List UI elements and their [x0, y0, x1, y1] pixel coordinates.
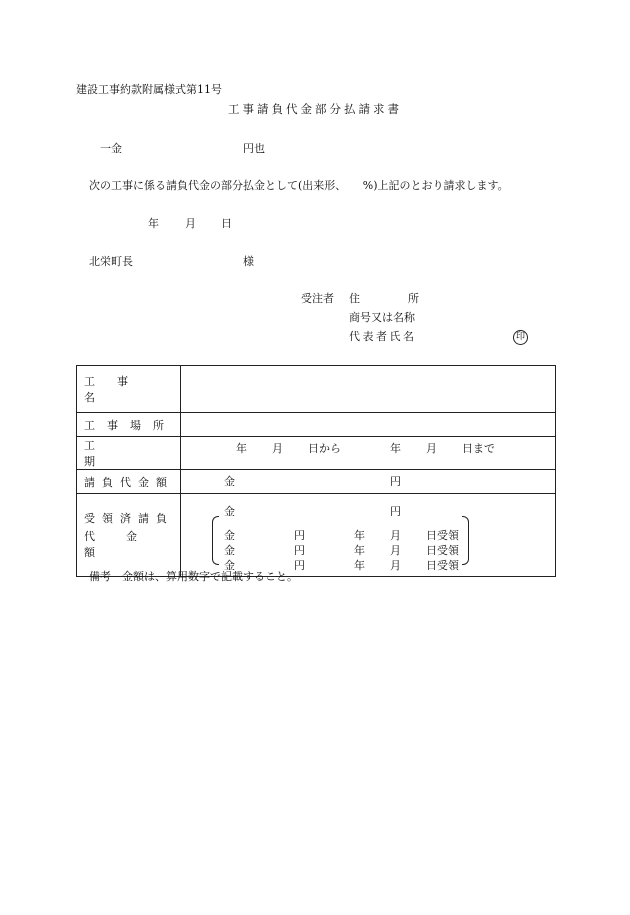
contract-amount-yen: 円	[390, 475, 401, 488]
row-label-received-line1: 受領済請負	[84, 512, 174, 525]
row-label-contract-amount: 請負代金額	[84, 475, 174, 489]
label-cell	[77, 413, 181, 437]
receipt-kin: 金	[224, 529, 235, 542]
period-from: 日から	[308, 442, 341, 455]
date-day: 日	[221, 217, 232, 230]
receipt-received: 日受領	[426, 529, 459, 542]
receipt-year: 年	[354, 544, 365, 557]
receipt-yen: 円	[294, 559, 305, 572]
receipt-month: 月	[390, 529, 401, 542]
receipt-year: 年	[354, 559, 365, 572]
contract-amount-field[interactable]	[181, 470, 556, 494]
label-cell	[77, 494, 181, 577]
label-cell	[77, 366, 181, 413]
receipt-kin: 金	[224, 544, 235, 557]
date-year: 年	[148, 217, 159, 230]
date-month: 月	[185, 217, 196, 230]
receipt-kin: 金	[224, 559, 235, 572]
received-total-yen: 円	[390, 505, 401, 518]
row-label-period: 工期	[84, 439, 173, 468]
request-text: 次の工事に係る請負代金の部分払金として(出来形、 %)上記のとおり請求します。	[89, 179, 509, 192]
period-to: 日まで	[462, 442, 495, 455]
request-table	[76, 365, 556, 577]
table-row	[77, 366, 556, 413]
address-label-1: 住	[349, 292, 360, 305]
receipt-received: 日受領	[426, 559, 459, 572]
document-title: 工事請負代金部分払請求書	[228, 102, 402, 116]
receipt-yen: 円	[294, 529, 305, 542]
received-amount-field[interactable]	[181, 494, 556, 577]
receipt-month: 月	[390, 544, 401, 557]
receipt-year: 年	[354, 529, 365, 542]
amount-suffix: 円也	[243, 142, 265, 155]
receipt-yen: 円	[294, 544, 305, 557]
addressee-name: 北栄町長	[89, 255, 133, 268]
contractor-label: 受注者	[301, 292, 334, 305]
received-total-kin: 金	[224, 505, 235, 518]
right-bracket	[462, 516, 469, 565]
receipt-received: 日受領	[426, 544, 459, 557]
left-bracket	[212, 516, 219, 565]
table-row	[77, 494, 556, 577]
receipt-month: 月	[390, 559, 401, 572]
row-label-construction-site: 工事場所	[84, 418, 176, 432]
construction-name-field[interactable]	[181, 366, 556, 413]
addressee-honorific: 様	[243, 255, 254, 268]
period-end-year: 年	[390, 442, 401, 455]
construction-site-field[interactable]	[181, 413, 556, 437]
address-label-2: 所	[408, 292, 419, 305]
period-field[interactable]	[181, 437, 556, 470]
row-label-construction-name: 工事名	[84, 375, 150, 404]
amount-prefix: 一金	[100, 142, 122, 155]
table-row	[77, 413, 556, 437]
representative-label: 代表者氏名	[349, 330, 417, 343]
contract-amount-kin: 金	[224, 475, 235, 488]
period-start-year: 年	[236, 442, 247, 455]
form-id: 建設工事約款附属様式第11号	[76, 83, 222, 96]
company-label: 商号又は名称	[349, 311, 415, 324]
label-cell	[77, 437, 181, 470]
row-label-received-line2: 代金額	[84, 530, 168, 559]
seal-mark: 印	[513, 330, 528, 345]
period-start-month: 月	[272, 442, 283, 455]
label-cell	[77, 470, 181, 494]
note-text: 備考 金額は、算用数字で記載すること。	[89, 570, 298, 583]
table-row	[77, 437, 556, 470]
table-row	[77, 470, 556, 494]
period-end-month: 月	[426, 442, 437, 455]
